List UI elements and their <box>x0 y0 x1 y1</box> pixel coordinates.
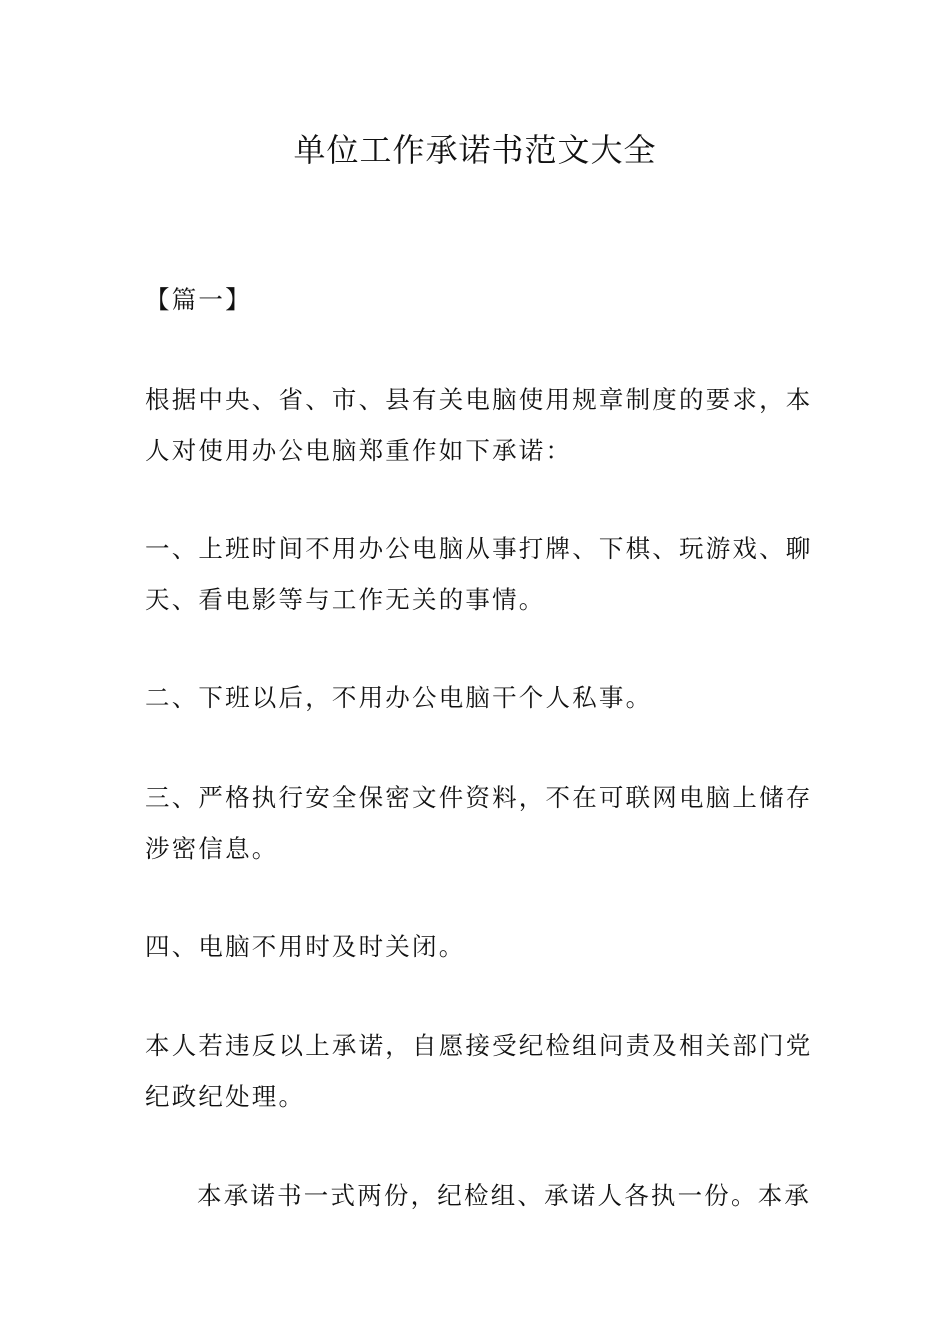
paragraph-6-line-1: 本人若违反以上承诺，自愿接受纪检组问责及相关部门党 <box>145 1031 813 1060</box>
paragraph-4-line-2: 涉密信息。 <box>145 834 279 863</box>
paragraph-7 <box>145 1170 810 1221</box>
paragraph-2-line-2: 天、看电影等与工作无关的事情。 <box>145 585 546 614</box>
paragraph-2-line-1: 一、上班时间不用办公电脑从事打牌、下棋、玩游戏、聊 <box>145 534 813 563</box>
paragraph-1 <box>145 374 813 476</box>
paragraph-3 <box>145 672 810 723</box>
document-title: 单位工作承诺书范文大全 <box>293 131 657 169</box>
paragraph-6 <box>145 1020 813 1122</box>
paragraph-3-line-1: 二、下班以后，不用办公电脑干个人私事。 <box>145 683 653 712</box>
paragraph-1-line-1: 根据中央、省、市、县有关电脑使用规章制度的要求，本 <box>145 385 813 414</box>
paragraph-5-line-1: 四、电脑不用时及时关闭。 <box>145 932 466 961</box>
paragraph-4-line-1: 三、严格执行安全保密文件资料，不在可联网电脑上储存 <box>145 783 813 812</box>
paragraph-2 <box>145 523 813 625</box>
section-heading <box>145 274 810 325</box>
paragraph-7-line-1: 本承诺书一式两份，纪检组、承诺人各执一份。本承 <box>197 1181 812 1210</box>
paragraph-4 <box>145 772 813 874</box>
section-heading-text: 【篇一】 <box>145 285 252 314</box>
paragraph-1-line-2: 人对使用办公电脑郑重作如下承诺： <box>145 436 573 465</box>
paragraph-5 <box>145 921 810 972</box>
paragraph-6-line-2: 纪政纪处理。 <box>145 1082 306 1111</box>
